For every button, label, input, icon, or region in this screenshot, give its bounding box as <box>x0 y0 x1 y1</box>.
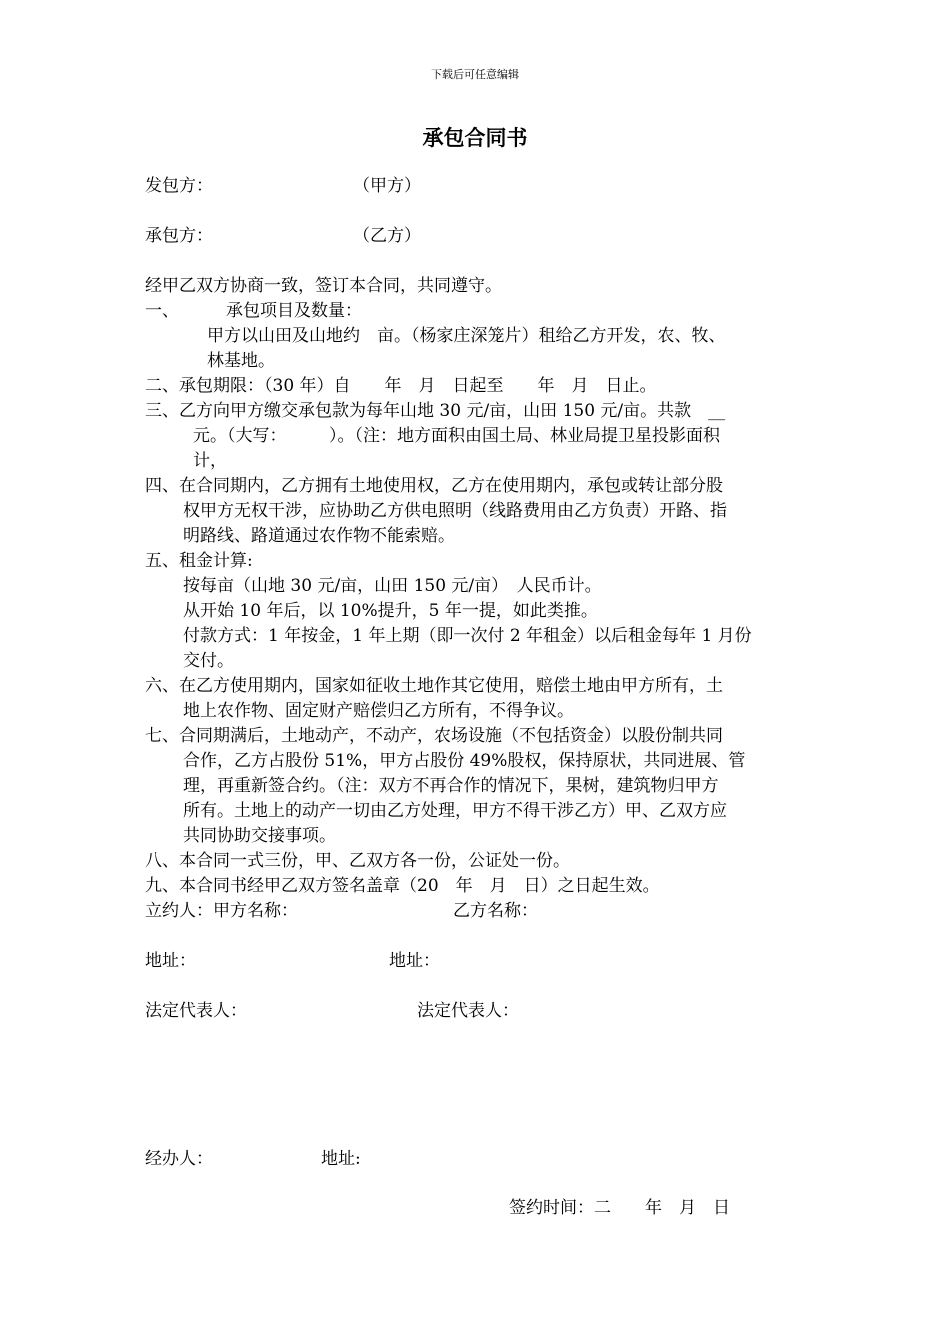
address-a-label: 地址： <box>145 951 196 971</box>
clause3-line: 元。（大写： ）。（注：地方面积由国土局、林业局提卫星投影面积 <box>193 426 720 446</box>
clause3-line: 计， <box>193 451 227 471</box>
legal-rep-a-label: 法定代表人： <box>145 1001 247 1021</box>
address-b-label: 地址： <box>389 951 440 971</box>
legal-rep-b-label: 法定代表人： <box>417 1001 519 1021</box>
clause7-line: 理，再重新签合约。（注：双方不再合作的情况下，果树，建筑物归甲方 <box>183 776 719 796</box>
fabao-role: （甲方） <box>353 176 421 196</box>
clause7-line: 所有。土地上的动产一切由乙方处理，甲方不得干涉乙方）甲、乙双方应 <box>183 801 727 821</box>
clause5-line: 五、租金计算: <box>145 551 253 571</box>
clause3-line: 三、乙方向甲方缴交承包款为每年山地 30 元/亩，山田 150 元/亩。共款 __ <box>145 401 726 421</box>
clause7-line: 七、合同期满后，土地动产，不动产，农场设施（不包括资金）以股份制共同 <box>145 726 723 746</box>
party-b-name-label: 乙方名称： <box>453 901 538 921</box>
clause5-line: 付款方式：1 年按金，1 年上期（即一次付 2 年租金）以后租金每年 1 月份 <box>183 626 752 646</box>
clause4-line: 明路线、路道通过农作物不能索赔。 <box>183 526 455 546</box>
clause7-line: 共同协助交接事项。 <box>183 826 336 846</box>
clause5-line: 按每亩（山地 30 元/亩，山田 150 元/亩） 人民币计。 <box>183 576 602 596</box>
intro-text: 经甲乙双方协商一致，签订本合同，共同遵守。 <box>145 276 502 296</box>
clause6-line: 地上农作物、固定财产赔偿归乙方所有，不得争议。 <box>183 701 574 721</box>
clause1-line: 林基地。 <box>207 351 275 371</box>
clause7-line: 合作，乙方占股份 51%，甲方占股份 49%股权，保持原状，共同进展、管 <box>183 751 746 771</box>
handler-address-label: 地址: <box>321 1149 361 1169</box>
clause1-number: 一、 <box>145 301 179 321</box>
party-a-name-label: 立约人：甲方名称： <box>145 901 298 921</box>
clause1-line: 甲方以山田及山地约 亩。（杨家庄深笼片）租给乙方开发，农、牧、 <box>207 326 726 346</box>
chengbao-role: （乙方） <box>353 226 421 246</box>
clause4-line: 权甲方无权干涉，应协助乙方供电照明（线路费用由乙方负责）开路、指 <box>183 501 727 521</box>
clause4-line: 四、在合同期内，乙方拥有土地使用权，乙方在使用期内，承包或转让部分股 <box>145 476 723 496</box>
fabao-label: 发包方： <box>145 176 213 196</box>
handler-label: 经办人： <box>145 1149 213 1169</box>
clause1-heading: 承包项目及数量： <box>226 301 362 321</box>
clause6-line: 六、在乙方使用期内，国家如征收土地作其它使用，赔偿土地由甲方所有，土 <box>145 676 723 696</box>
clause5-line: 交付。 <box>183 651 234 671</box>
signing-date: 签约时间：二 年 月 日 <box>509 1198 730 1218</box>
clause8-line: 八、本合同一式三份，甲、乙双方各一份，公证处一份。 <box>145 851 570 871</box>
clause2-line: 二、承包期限：（30 年）自 年 月 日起至 年 月 日止。 <box>145 376 657 396</box>
clause5-line: 从开始 10 年后，以 10%提升，5 年一提，如此类推。 <box>183 601 598 621</box>
clause9-line: 九、本合同书经甲乙双方签名盖章（20 年 月 日）之日起生效。 <box>145 876 660 896</box>
header-note: 下载后可任意编辑 <box>431 68 519 81</box>
chengbao-label: 承包方： <box>145 226 213 246</box>
document-title: 承包合同书 <box>422 125 528 150</box>
